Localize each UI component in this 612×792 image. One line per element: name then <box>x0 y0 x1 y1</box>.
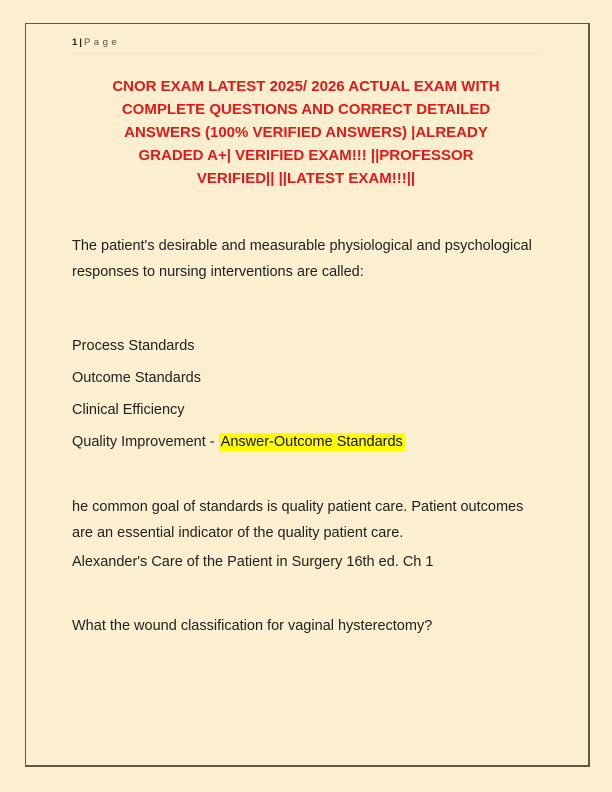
title-line: COMPLETE QUESTIONS AND CORRECT DETAILED <box>121 101 491 118</box>
option-quality-improvement-with-answer <box>72 429 540 455</box>
title-line: ANSWERS (100% VERIFIED ANSWERS) |ALREADY <box>124 124 488 141</box>
option-outcome-standards: Outcome Standards <box>72 370 201 386</box>
title-line: GRADED A+| VERIFIED EXAM!!! ||PROFESSOR <box>138 147 474 164</box>
page-content <box>72 0 540 639</box>
option-quality-improvement-label: Quality Improvement - <box>72 434 219 450</box>
answer-explanation: he common goal of standards is quality patient care. Patient outcomes are an essential indicator of the quality patient care. <box>72 499 524 541</box>
page-number-separator: | <box>79 37 82 48</box>
question-1-options <box>72 333 540 455</box>
question-2-text: What the wound classification for vaginal hysterectomy? <box>72 618 433 634</box>
page-number: 1 <box>72 37 78 48</box>
document-title <box>72 75 540 190</box>
option-process-standards: Process Standards <box>72 338 195 354</box>
option-clinical-efficiency: Clinical Efficiency <box>72 402 185 418</box>
title-line: VERIFIED|| ||LATEST EXAM!!!|| <box>196 170 416 187</box>
reference-citation: Alexander's Care of the Patient in Surgery 16th ed. Ch 1 <box>72 554 434 570</box>
highlighted-answer: Answer-Outcome Standards <box>220 434 403 450</box>
page-label: Page <box>83 37 121 48</box>
page-header <box>72 0 540 54</box>
title-line: CNOR EXAM LATEST 2025/ 2026 ACTUAL EXAM WITH <box>112 78 500 95</box>
question-1-text: The patient's desirable and measurable physiological and psychological responses to nursing interventions are called: <box>72 238 532 280</box>
